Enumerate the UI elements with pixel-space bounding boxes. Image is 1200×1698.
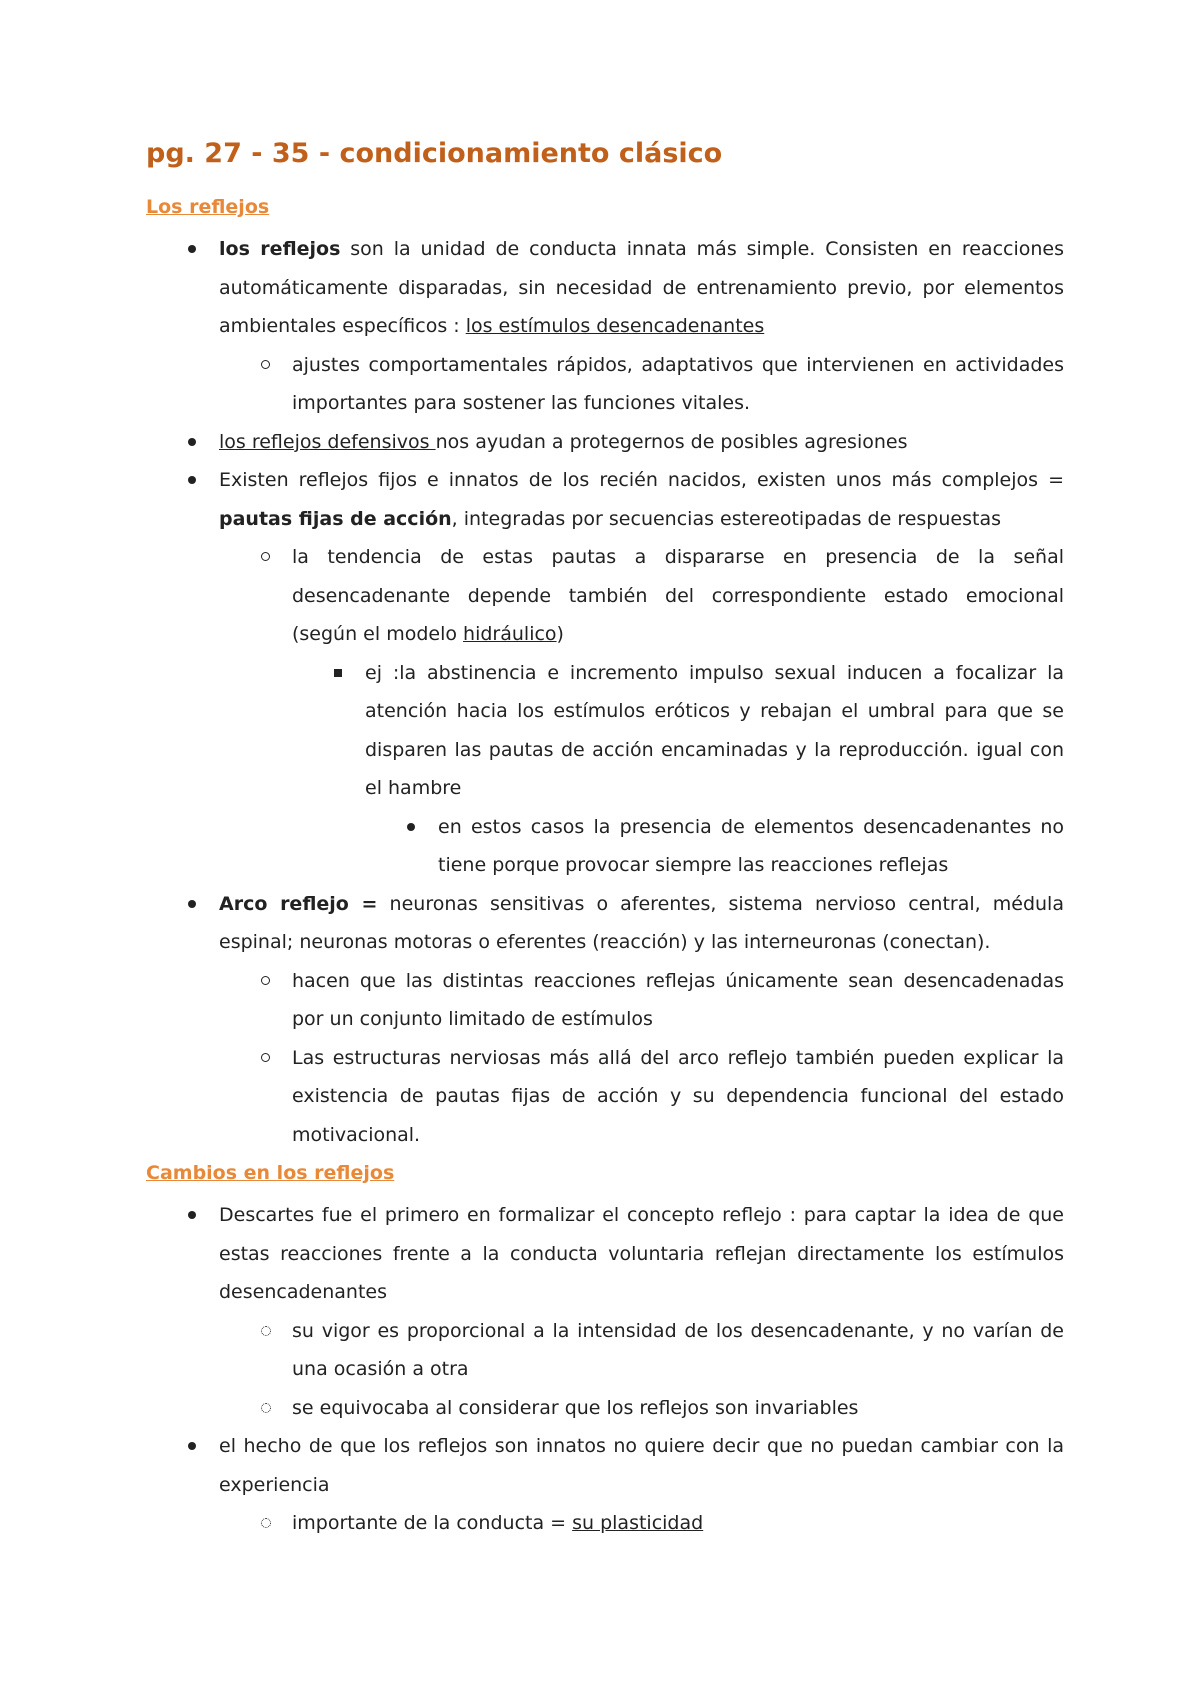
list-item	[292, 346, 1064, 423]
page-title: pg. 27 - 35 - condicionamiento clásico	[146, 138, 723, 169]
list-item	[292, 538, 1064, 654]
bullet-circle-icon	[256, 346, 276, 384]
underlined-term: hidráulico	[463, 623, 557, 646]
item-text: , integradas por secuencias estereotipadas de respuestas	[451, 507, 1001, 530]
item-text: ajustes comportamentales rápidos, adaptativos que intervienen en actividades importantes para sostener las funciones vitales.	[292, 353, 1064, 415]
list-item	[292, 1312, 1064, 1389]
item-text: Descartes fue el primero en formalizar el concepto reflejo : para captar la idea de que estas reacciones frente a la conducta voluntaria reflejan directamente los estímulos desencadenantes	[219, 1204, 1064, 1304]
list-item	[219, 461, 1064, 538]
list-item	[219, 230, 1064, 346]
bullet-circle-icon	[256, 962, 276, 1000]
bullet-disc-icon	[183, 1196, 203, 1234]
bullet-circle-icon	[256, 1039, 276, 1077]
item-text: su vigor es proporcional a la intensidad de los desencadenante, y no varían de una ocasión a otra	[292, 1319, 1064, 1381]
list-item	[292, 1039, 1064, 1155]
list-item	[365, 654, 1064, 808]
list-item	[219, 423, 1064, 462]
item-text: en estos casos la presencia de elementos desencadenantes no tiene porque provocar siempre las reacciones reflejas	[438, 815, 1064, 877]
item-text: se equivocaba al considerar que los reflejos son invariables	[292, 1396, 859, 1419]
bold-term: Arco reflejo =	[219, 892, 378, 915]
item-text: el hecho de que los reflejos son innatos no quiere decir que no puedan cambiar con la experiencia	[219, 1435, 1064, 1496]
underlined-term: su plasticidad	[572, 1512, 704, 1535]
list-item	[292, 1389, 1064, 1428]
bullet-circle-icon	[256, 538, 276, 576]
bullet-disc-icon	[183, 461, 203, 499]
bullet-dotted-circle-icon	[256, 1504, 276, 1542]
bullet-disc-icon	[183, 885, 203, 923]
bullet-square-icon	[329, 654, 349, 692]
underlined-term: los estímulos desencadenantes	[465, 315, 765, 338]
bullet-disc-icon	[183, 230, 203, 268]
item-text: la tendencia de estas pautas a dispararse en presencia de la señal desencadenante depende también del correspondiente estado emocional (según el modelo	[292, 546, 1064, 646]
list-item	[292, 1504, 1064, 1543]
list-item	[292, 962, 1064, 1039]
item-text: hacen que las distintas reacciones reflejas únicamente sean desencadenadas por un conjunto limitado de estímulos	[292, 969, 1064, 1031]
section-heading-cambios-en-los-reflejos: Cambios en los reflejos	[146, 1162, 395, 1185]
bullet-disc-icon	[183, 423, 203, 461]
bold-term: pautas fijas de acción	[219, 507, 452, 530]
item-text: )	[556, 623, 564, 646]
bullet-dotted-circle-icon	[256, 1312, 276, 1350]
list-item	[219, 1427, 1064, 1504]
bullet-disc-icon	[183, 1427, 203, 1465]
section-list-los-reflejos	[146, 230, 1064, 1154]
list-item	[219, 1196, 1064, 1312]
list-item	[438, 808, 1064, 885]
item-text: neuronas sensitivas o aferentes, sistema nervioso central, médula espinal; neuronas motoras o eferentes (reacción) y las interneuronas (conectan).	[219, 892, 1064, 954]
section-list-cambios	[146, 1196, 1064, 1543]
item-text: ej :la abstinencia e incremento impulso sexual inducen a focalizar la atención hacia los estímulos eróticos y rebajan el umbral para que se disparen las pautas de acción encaminadas y la reproducción. igual con el hambre	[365, 661, 1064, 800]
bullet-dotted-circle-icon	[256, 1389, 276, 1427]
item-text: importante de la conducta =	[292, 1512, 573, 1535]
section-heading-los-reflejos: Los reflejos	[146, 196, 270, 219]
bold-term: los reflejos	[219, 238, 341, 261]
item-text: Las estructuras nerviosas más allá del arco reflejo también pueden explicar la existencia de pautas fijas de acción y su dependencia funcional del estado motivacional.	[292, 1046, 1064, 1146]
underlined-term: los reflejos defensivos	[219, 430, 436, 453]
bullet-disc-icon	[402, 808, 422, 846]
item-text: Existen reflejos fijos e innatos de los recién nacidos, existen unos más complejos =	[219, 469, 1064, 492]
item-text: nos ayudan a protegernos de posibles agresiones	[435, 430, 908, 453]
list-item	[219, 885, 1064, 962]
item-text: son la unidad de conducta innata más simple. Consisten en reacciones automáticamente disparadas, sin necesidad de entrenamiento previo, por elementos ambientales específicos :	[219, 238, 1064, 338]
